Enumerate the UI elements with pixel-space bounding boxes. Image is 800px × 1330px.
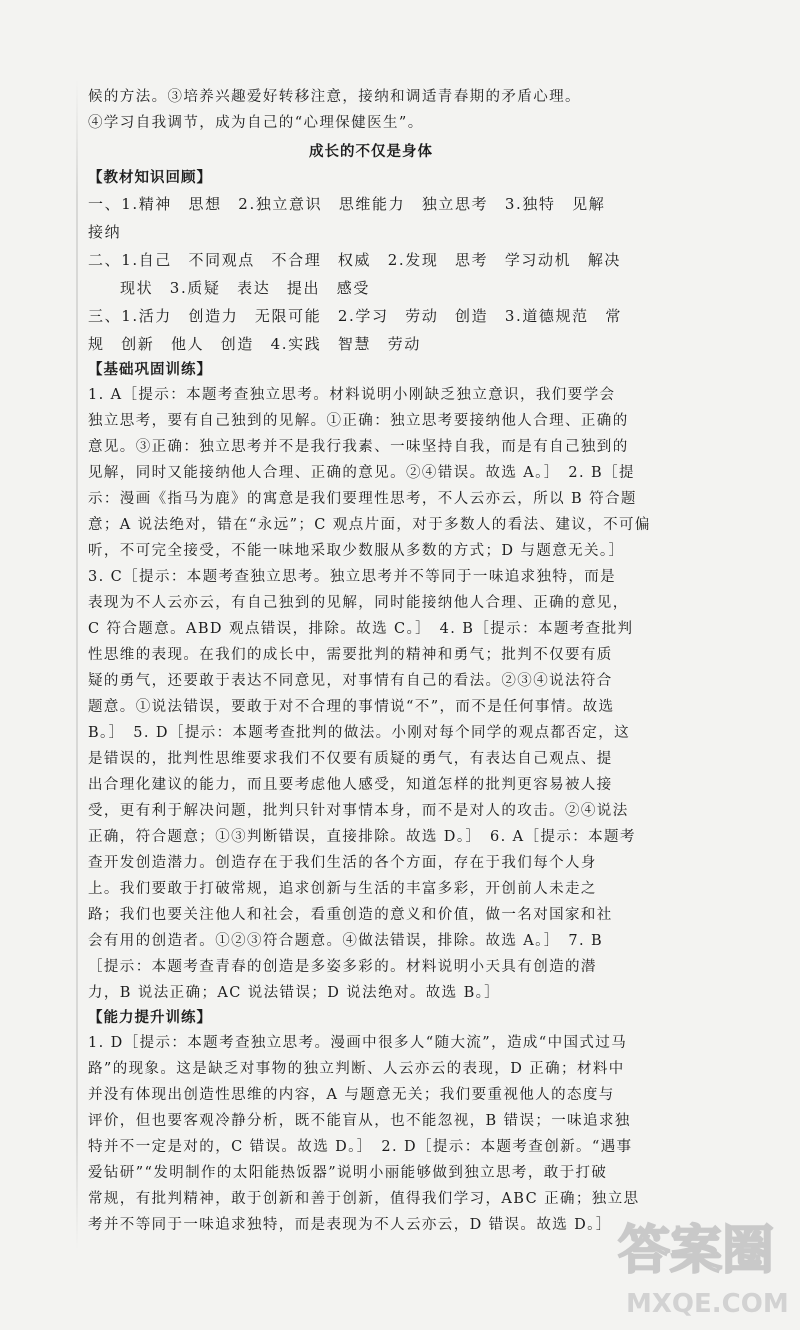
basic-line: 表现为不人云亦云，有自己独到的见解，同时能接纳他人合理、正确的意见， xyxy=(88,595,629,611)
watermark-logo-text: 答案圈 xyxy=(618,1221,775,1281)
review-row-3: 三、1.活力 创造力 无限可能 2.学习 劳动 创造 3.道德规范 常 xyxy=(88,307,622,325)
basic-line: 见解，同时又能接纳他人合理、正确的意见。②④错误。故选 A。］ 2. B［提 xyxy=(88,465,635,481)
basic-line: 独立思考，要有自己独到的见解。①正确：独立思考要接纳他人合理、正确的 xyxy=(88,413,629,429)
basic-line: 意见。③正确：独立思考并不是我行我素、一味坚持自我，而是有自己独到的 xyxy=(88,439,629,455)
textbook-review-section xyxy=(88,166,654,358)
review-row-2-cont: 现状 3.质疑 表达 提出 感受 xyxy=(120,279,370,297)
review-row-1-cont: 接纳 xyxy=(88,223,122,241)
ability-line: 路”的现象。这是缺乏对事物的独立判断、人云亦云的表现，D 正确；材料中 xyxy=(88,1061,625,1077)
basic-line: 力，B 说法正确；AC 说法错误；D 说法绝对。故选 B。］ xyxy=(88,985,501,1001)
basic-line: 受，更有利于解决问题，批判只针对事情本身，而不是对人的攻击。②④说法 xyxy=(88,803,629,819)
intro-line-2: ④学习自我调节，成为自己的“心理保健医生”。 xyxy=(88,115,424,131)
watermark-url: MXQE.COM xyxy=(626,1289,789,1319)
basic-training-heading: 【基础巩固训练】 xyxy=(88,362,212,378)
basic-line: B。］ 5. D［提示：本题考查批判的做法。小刚对每个同学的观点都否定，这 xyxy=(88,725,631,741)
basic-line: 路；我们也要关注他人和社会，看重创造的意义和价值，做一名对国家和社 xyxy=(88,907,613,923)
ability-line: 爱钻研”“发明制作的太阳能热饭器”说明小丽能够做到独立思考，敢于打破 xyxy=(88,1165,608,1181)
ability-line: 1. D［提示：本题考查独立思考。漫画中很多人“随大流”，造成“中国式过马 xyxy=(88,1035,628,1051)
basic-training-section xyxy=(88,358,654,1006)
review-row-1: 一、1.精神 思想 2.独立意识 思维能力 独立思考 3.独特 见解 xyxy=(88,195,606,213)
basic-line: 示：漫画《指马为鹿》的寓意是我们要理性思考，不人云亦云，所以 B 符合题 xyxy=(88,491,637,507)
basic-line: C 符合题意。ABD 观点错误，排除。故选 C。］ 4. B［提示：本题考查批判 xyxy=(88,621,634,637)
basic-line: ［提示：本题考查青春的创造是多姿多彩的。材料说明小天具有创造的潜 xyxy=(88,959,597,975)
watermark-logo xyxy=(612,1212,792,1322)
ability-line: 考并不等同于一味追求独特，而是表现为不人云亦云，D 错误。故选 D。］ xyxy=(88,1217,612,1233)
basic-line: 正确，符合题意；①③判断错误，直接排除。故选 D。］ 6. A［提示：本题考 xyxy=(88,829,636,845)
ability-training-heading: 【能力提升训练】 xyxy=(88,1010,212,1026)
basic-line: 1. A［提示：本题考查独立思考。材料说明小刚缺乏独立意识，我们要学会 xyxy=(88,387,616,403)
ability-training-section xyxy=(88,1006,654,1238)
page-binding-edge xyxy=(76,80,78,1250)
intro-line-1: 候的方法。③培养兴趣爱好转移注意，接纳和调适青春期的矛盾心理。 xyxy=(88,89,581,105)
basic-line: 疑的勇气，还要敢于表达不同意见，对事情有自己的看法。②③④说法符合 xyxy=(88,673,613,689)
ability-line: 并没有体现出创造性思维的内容，A 与题意无关；我们要重视他人的态度与 xyxy=(88,1087,615,1103)
section-title: 成长的不仅是身体 xyxy=(309,144,433,160)
ability-line: 评价，但也要客观冷静分析，既不能盲从，也不能忽视，B 错误；一味追求独 xyxy=(88,1113,631,1129)
review-row-3-cont: 规 创新 他人 创造 4.实践 智慧 劳动 xyxy=(88,335,421,353)
basic-line: 查开发创造潜力。创造存在于我们生活的各个方面，存在于我们每个人身 xyxy=(88,855,597,871)
review-row-2: 二、1.自己 不同观点 不合理 权威 2.发现 思考 学习动机 解决 xyxy=(88,251,622,269)
basic-line: 性思维的表现。在我们的成长中，需要批判的精神和勇气；批判不仅要有质 xyxy=(88,647,613,663)
basic-line: 听，不可完全接受，不能一味地采取少数服从多数的方式；D 与题意无关。］ xyxy=(88,543,625,559)
ability-line: 常规，有批判精神，敢于创新和善于创新，值得我们学习，ABC 正确；独立思 xyxy=(88,1191,640,1207)
basic-line: 上。我们要敢于打破常规，追求创新与生活的丰富多彩，开创前人未走之 xyxy=(88,881,597,897)
basic-line: 会有用的创造者。①②③符合题意。④做法错误，排除。故选 A。］ 7. B xyxy=(88,933,604,949)
basic-line: 是错误的，批判性思维要求我们不仅要有质疑的勇气，有表达自己观点、提 xyxy=(88,751,613,767)
basic-line: 意；A 说法绝对，错在“永远”；C 观点片面，对于多数人的看法、建议，不可偏 xyxy=(88,517,651,533)
ability-line: 特并不一定是对的，C 错误。故选 D。］ 2. D［提示：本题考查创新。“遇事 xyxy=(88,1139,633,1155)
textbook-review-heading: 【教材知识回顾】 xyxy=(88,170,212,186)
answer-page xyxy=(88,84,654,1238)
basic-line: 题意。①说法错误，要敢于对不合理的事情说“不”，而不是任何事情。故选 xyxy=(88,699,615,715)
basic-line: 出合理化建议的能力，而且要考虑他人感受，知道怎样的批判更容易被人接 xyxy=(88,777,613,793)
basic-line: 3. C［提示：本题考查独立思考。独立思考并不等同于一味追求独特，而是 xyxy=(88,569,617,585)
